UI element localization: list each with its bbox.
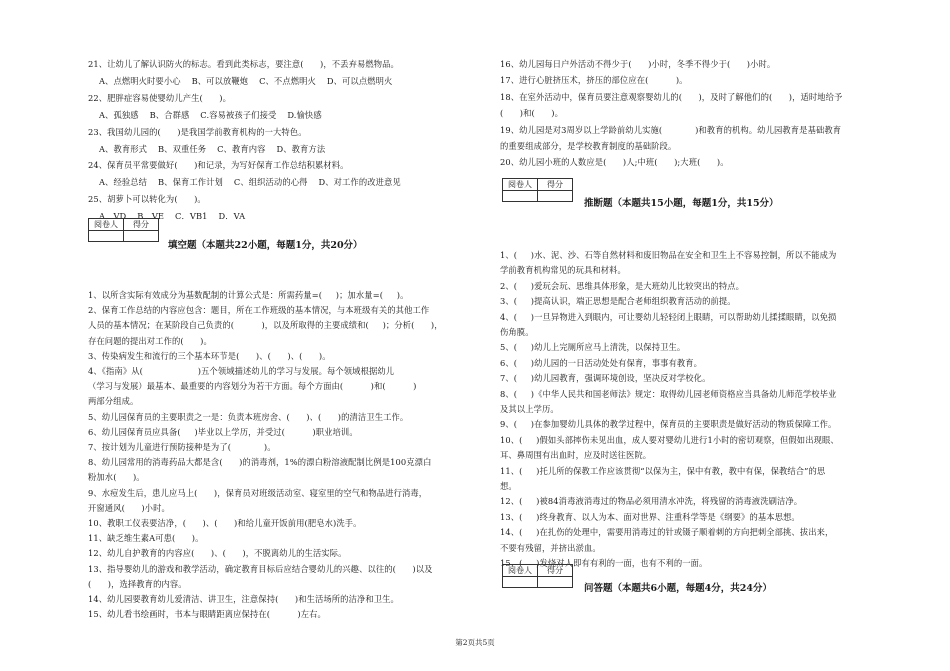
question-line: 伤角膜。 bbox=[500, 327, 534, 337]
question-line: 粉加水( )。 bbox=[88, 472, 145, 483]
question-line: （学习与发展）最基本、最重要的内容划分为若干方面。每个方面由( )和( ) bbox=[88, 381, 417, 392]
question-line: 8、幼儿园常用的消毒药品大都是含( )的消毒剂，1%的漂白粉溶液配制比例是100克漂白 bbox=[88, 457, 432, 468]
question-line: 11、( )托儿所的保教工作应该贯彻“以保为主，保中有教，教中有保，保教结合”的思 bbox=[500, 465, 826, 476]
question-line: 7、( )幼儿园教育，强调环境创设，坚决反对学校化。 bbox=[500, 373, 711, 384]
score-box-fill-in bbox=[88, 218, 159, 242]
question-line: 22、肥胖症容易使婴幼儿产生( )。 bbox=[88, 92, 232, 103]
score-header: 得分 bbox=[538, 179, 572, 191]
question-line: 的重要组成部分，是学校教育制度的基础阶段。 bbox=[500, 141, 677, 151]
question-line: 4、( )一旦异物进入到眼内，可让婴幼儿轻轻闭上眼睛，可以帮助幼儿揉揉眼睛，以免损 bbox=[500, 311, 837, 322]
question-line: 14、( )在扎伤的处理中，需要用消毒过的针或镊子顺着刺的方向把刺全部挑、拔出来， bbox=[500, 527, 834, 538]
question-line: 3、( )提高认识，端正思想是配合老师组织教育活动的前提。 bbox=[500, 296, 736, 307]
question-line: 13、指导婴幼儿的游戏和教学活动，确定教育目标后应结合婴幼儿的兴趣、以往的( )以及 bbox=[88, 563, 433, 574]
question-line: 存在问题的提出对工作的( )。 bbox=[88, 335, 212, 346]
question-line: 10、( )假如头部摔伤未见出血，成人要对婴幼儿进行1小时的密切观察，但假如出现眼、 bbox=[500, 434, 839, 445]
question-line: 想。 bbox=[500, 481, 517, 491]
grader-header: 阅卷人 bbox=[503, 179, 538, 191]
question-line: 24、保育员平常要做好( )和记录，为写好保育工作总结积累材料。 bbox=[88, 160, 349, 171]
score-header: 得分 bbox=[124, 219, 158, 231]
question-line: 15、幼儿看书绘画时，书本与眼睛距离应保持在( )左右。 bbox=[88, 609, 326, 620]
question-line: 5、( )幼儿上完厕所应马上清洗，以保持卫生。 bbox=[500, 342, 686, 353]
question-line: 6、( )幼儿园的一日活动处处有保育，事事有教育。 bbox=[500, 357, 703, 368]
question-line: 两部分组成。 bbox=[88, 396, 139, 407]
question-line: A、教育形式 B、双重任务 C、教育内容 D、教育方法 bbox=[88, 143, 326, 154]
grader-header: 阅卷人 bbox=[503, 565, 538, 577]
question-line: 20、幼儿园小班的人数应是( )人;中班( );大班( )。 bbox=[500, 157, 729, 168]
section-title-judgement: 推断题（本题共15小题，每题1分，共15分） bbox=[584, 198, 779, 209]
question-line: 21、让幼儿了解认识防火的标志。看到此类标志，要注意( )，不丢弃易燃物品。 bbox=[88, 59, 399, 69]
question-line: 人员的基本情况；在某阶段自己负责的( )，以及所取得的主要成绩和( )；分析( )， bbox=[88, 320, 443, 331]
question-line: 不要有残留，并挤出淤血。 bbox=[500, 542, 601, 553]
question-line: ( )和( )。 bbox=[500, 108, 563, 119]
question-line: 6、幼儿园保育员应具备( )毕业以上学历，并受过( )职业培训。 bbox=[88, 426, 358, 437]
question-line: 1、以所含实际有效成分为基数配制的计算公式是：所需药量=( )；加水量=( )。 bbox=[88, 290, 409, 300]
question-line: 19、幼儿园是对3周岁以上学龄前幼儿实施( )和教育的机构。幼儿园教育是基础教育 bbox=[500, 124, 842, 135]
question-line: 12、幼儿自护教育的内容应( )、( )，不脱离幼儿的生活实际。 bbox=[88, 548, 347, 559]
question-line: 1、( )水、泥、沙、石等自然材料和废旧物品在安全和卫生上不容易控制，所以不能成为 bbox=[500, 250, 837, 260]
question-line: 及其以上学历。 bbox=[500, 404, 559, 414]
question-line: 23、我国幼儿园的( )是我国学前教育机构的一大特色。 bbox=[88, 126, 307, 137]
question-line: 17、进行心脏挤压术，挤压的部位应在( )。 bbox=[500, 75, 688, 86]
question-line: ( )，选择教育的内容。 bbox=[88, 578, 187, 589]
question-line: 5、幼儿园保育员的主要职责之一是：负责本班房舍、( )、( )的清洁卫生工作。 bbox=[88, 411, 409, 422]
question-line: 3、传染病发生和流行的三个基本环节是( )、( )、( )。 bbox=[88, 350, 331, 361]
question-line: 4、《指南》从( )五个领域描述幼儿的学习与发展。每个领域根据幼儿 bbox=[88, 366, 395, 376]
question-line: 学前教育机构常见的玩具和材料。 bbox=[500, 265, 626, 276]
question-line: 9、水痘发生后，患儿应马上( )，保育员对班级活动室、寝室里的空气和物品进行消毒， bbox=[88, 487, 428, 498]
question-line: 11、缺乏维生素A可患( )。 bbox=[88, 533, 204, 544]
page-number-footer: 第2页共5页 bbox=[455, 638, 495, 647]
question-line: A．VD B．VE C．VB1 D．VA bbox=[88, 211, 246, 222]
question-line: 10、教职工仪表要洁净，( )、( )和给儿童开饭前用(肥皂水)洗手。 bbox=[88, 518, 362, 528]
question-line: 18、在室外活动中，保育员要注意观察婴幼儿的( )，及时了解他们的( )，适时地给予 bbox=[500, 91, 843, 102]
question-line: 2、保育工作总结的内容应包含：题目，所在工作班级的基本情况，与本班级有关的其他工作 bbox=[88, 305, 430, 316]
question-line: 15、( )发烧对人即有有利的一面，也有不利的一面。 bbox=[500, 558, 708, 568]
question-line: A、孤独感 B、合群感 C.容易被孩子们接受 D.愉快感 bbox=[88, 109, 322, 120]
question-line: 开窗通风( )小时。 bbox=[88, 502, 170, 513]
question-line: 8、( )《中华人民共和国老师法》规定：取得幼儿园老师资格应当具备幼儿师范学校毕业 bbox=[500, 388, 837, 399]
score-box-qa bbox=[502, 564, 573, 588]
score-header: 得分 bbox=[538, 565, 572, 577]
question-line: A、经验总结 B、保育工作计划 C、组织活动的心得 D、对工作的改进意见 bbox=[88, 177, 401, 188]
question-line: 16、幼儿园每日户外活动不得少于( )小时，冬季不得少于( )小时。 bbox=[500, 59, 776, 69]
score-box-judgement bbox=[502, 178, 573, 202]
grader-header: 阅卷人 bbox=[89, 219, 124, 231]
question-line: 13、( )终身教育、以人为本、面对世界、注重科学等是《纲要》的基本思想。 bbox=[500, 511, 800, 522]
question-line: 9、( )在参加婴幼儿具体的教学过程中，保育员的主要职责是做好活动的物质保障工作。 bbox=[500, 419, 837, 430]
question-line: 12、( )被84消毒液消毒过的物品必须用清水冲洗，将残留的消毒液洗刷洁净。 bbox=[500, 496, 803, 507]
section-title-qa: 问答题（本题共6小题，每题4分，共24分） bbox=[584, 583, 772, 594]
question-line: 25、胡萝卜可以转化为( )。 bbox=[88, 194, 206, 205]
question-line: 耳、鼻周围有出血时，应及时送往医院。 bbox=[500, 450, 652, 461]
question-line: 14、幼儿园要教育幼儿爱清洁、讲卫生，注意保持( )和生活场所的洁净和卫生。 bbox=[88, 594, 399, 604]
question-line: 2、( )爱玩会玩、思维具体形象，是大班幼儿比较突出的特点。 bbox=[500, 280, 745, 291]
question-line: 7、按计划为儿童进行预防接种是为了( )。 bbox=[88, 442, 276, 452]
section-title-fill-in: 填空题（本题共22小题，每题1分，共20分） bbox=[168, 240, 363, 251]
question-line: A、点燃明火时要小心 B、可以放鞭炮 C、不点燃明火 D、可以点燃明火 bbox=[88, 75, 393, 86]
